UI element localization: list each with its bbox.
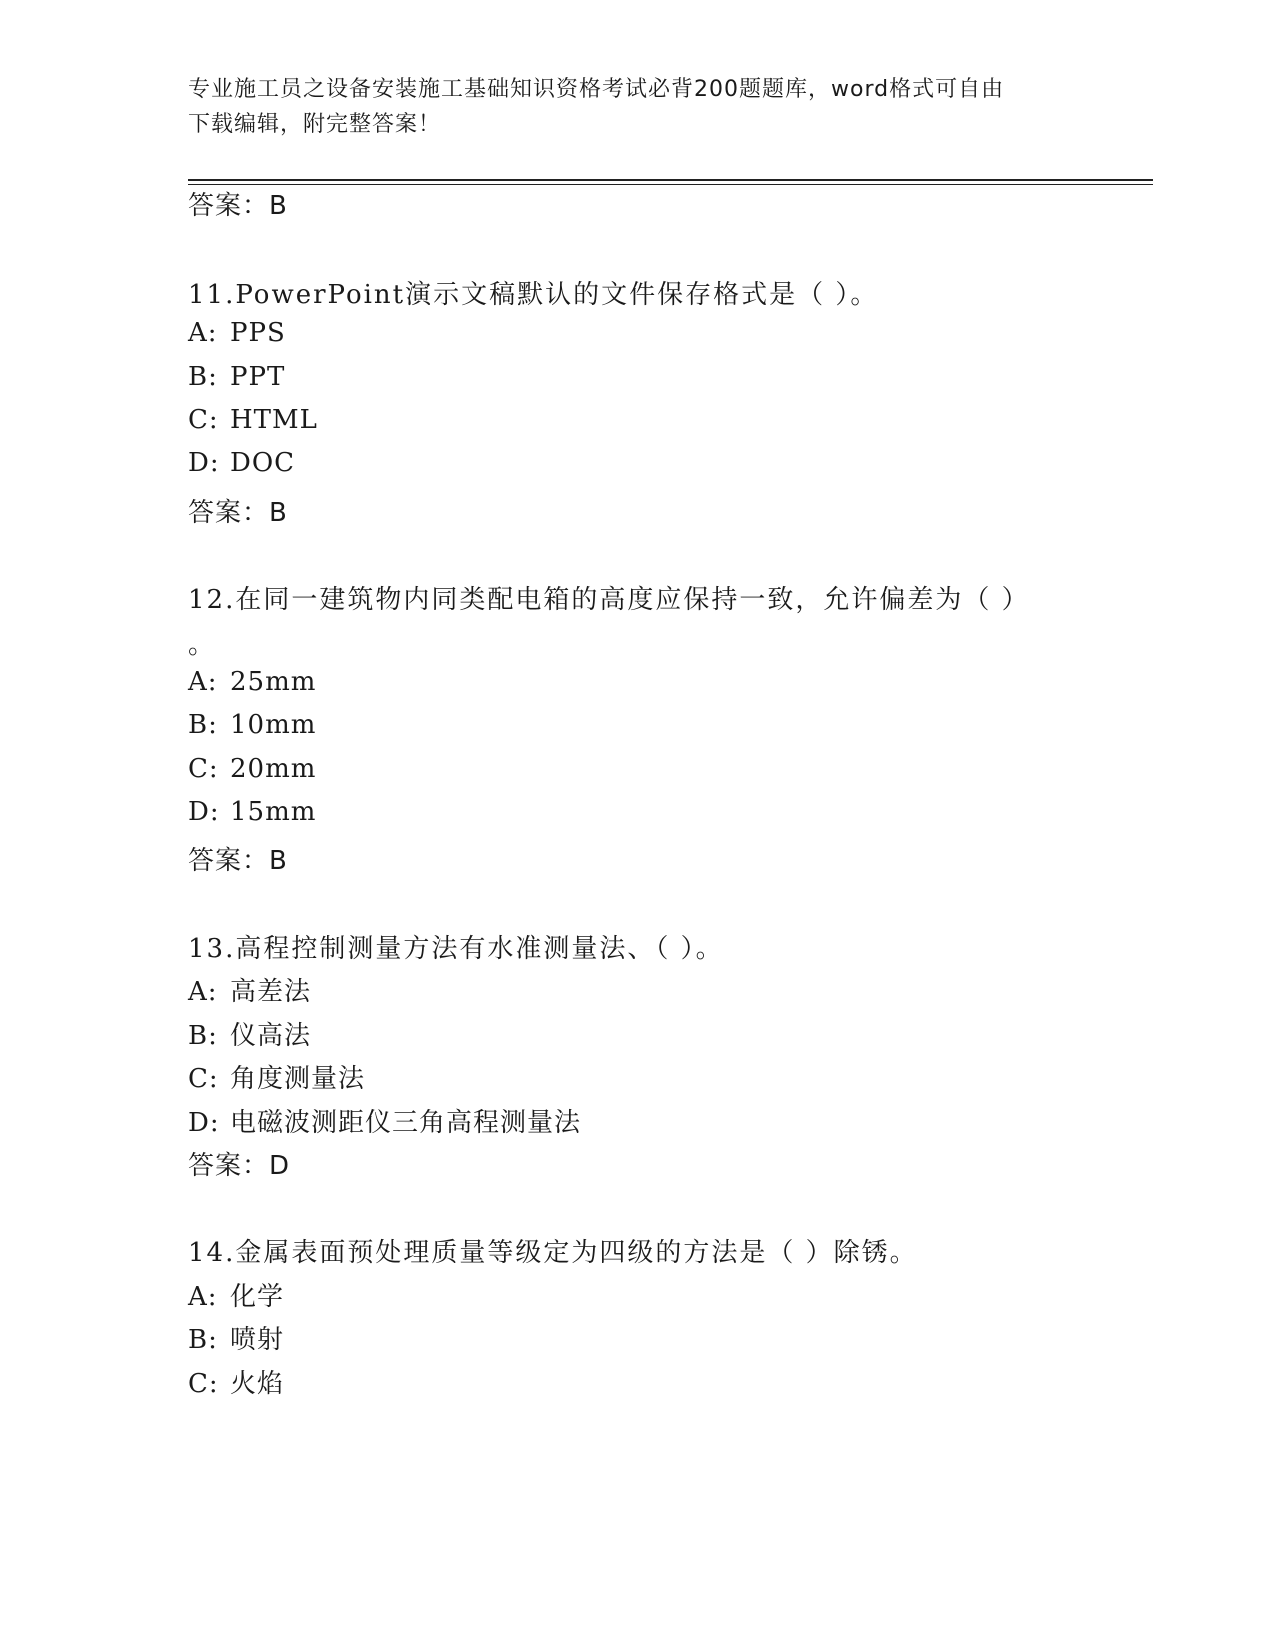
- option-key: A:: [188, 667, 218, 697]
- header-title-line-2: 下载编辑，附完整答案！: [188, 112, 442, 137]
- question-12-stem: 12.在同一建筑物内同类配电箱的高度应保持一致，允许偏差为（ ）: [188, 585, 1030, 615]
- option-key: A:: [188, 318, 218, 348]
- option-text: 喷射: [230, 1325, 285, 1355]
- option-key: C:: [188, 1064, 219, 1094]
- option-text: 火焰: [230, 1369, 285, 1399]
- answer-value: B: [269, 846, 288, 876]
- option-text: 25mm: [230, 667, 317, 697]
- answer-label: 答案：: [188, 191, 270, 221]
- option-text: 电磁波测距仪三角高程测量法: [230, 1108, 582, 1138]
- question-12-stem-continuation: 。: [188, 630, 217, 660]
- question-14-option-c: [188, 1363, 284, 1400]
- question-11-option-c: [188, 405, 318, 435]
- answer-13: [188, 1145, 290, 1182]
- question-14-option-b: [188, 1319, 284, 1356]
- option-text: 15mm: [230, 797, 317, 827]
- question-13-option-a: [188, 971, 311, 1008]
- question-12-option-d: [188, 797, 316, 827]
- question-11-option-a: [188, 318, 286, 348]
- answer-value: B: [269, 498, 288, 528]
- question-12-option-c: [188, 754, 316, 784]
- option-key: C:: [188, 1369, 219, 1399]
- question-13-stem: 13.高程控制测量方法有水准测量法、（ ）。: [188, 934, 724, 964]
- option-text: PPT: [230, 362, 286, 392]
- option-key: D:: [188, 448, 220, 478]
- option-key: D:: [188, 1108, 220, 1138]
- option-text: DOC: [230, 448, 296, 478]
- question-12-option-a: [188, 667, 316, 697]
- page-header: [188, 72, 1078, 142]
- question-11-stem: 11.PowerPoint演示文稿默认的文件保存格式是（ ）。: [188, 280, 879, 310]
- option-key: B:: [188, 1021, 218, 1051]
- option-key: B:: [188, 1325, 218, 1355]
- option-text: 20mm: [230, 754, 317, 784]
- answer-12: [188, 840, 288, 877]
- answer-value: D: [269, 1151, 291, 1181]
- question-14-stem: 14.金属表面预处理质量等级定为四级的方法是（ ）除锈。: [188, 1238, 918, 1268]
- option-text: 角度测量法: [230, 1064, 366, 1094]
- question-11-option-b: [188, 362, 285, 392]
- option-text: 高差法: [230, 977, 312, 1007]
- option-text: PPS: [230, 318, 286, 348]
- answer-11: [188, 492, 288, 529]
- option-text: 10mm: [230, 710, 317, 740]
- header-rule-thin: [188, 184, 1153, 185]
- answer-label: 答案：: [188, 1151, 270, 1181]
- question-13-option-c: [188, 1058, 365, 1095]
- option-key: D:: [188, 797, 220, 827]
- answer-value: B: [269, 191, 288, 221]
- option-text: HTML: [230, 405, 318, 435]
- option-text: 化学: [230, 1282, 285, 1312]
- answer-previous: [188, 185, 288, 222]
- question-14-option-a: [188, 1276, 284, 1313]
- option-key: A:: [188, 977, 218, 1007]
- option-key: C:: [188, 754, 219, 784]
- answer-label: 答案：: [188, 498, 270, 528]
- question-12-option-b: [188, 710, 316, 740]
- question-13-option-b: [188, 1015, 311, 1052]
- question-13-option-d: [188, 1102, 581, 1139]
- option-key: C:: [188, 405, 219, 435]
- option-key: B:: [188, 362, 218, 392]
- answer-label: 答案：: [188, 846, 270, 876]
- header-title-line-1: 专业施工员之设备安装施工基础知识资格考试必背200题题库，word格式可自由: [188, 77, 1005, 102]
- option-key: A:: [188, 1282, 218, 1312]
- question-11-option-d: [188, 448, 295, 478]
- header-rule-thick: [188, 179, 1153, 181]
- option-key: B:: [188, 710, 218, 740]
- option-text: 仪高法: [230, 1021, 312, 1051]
